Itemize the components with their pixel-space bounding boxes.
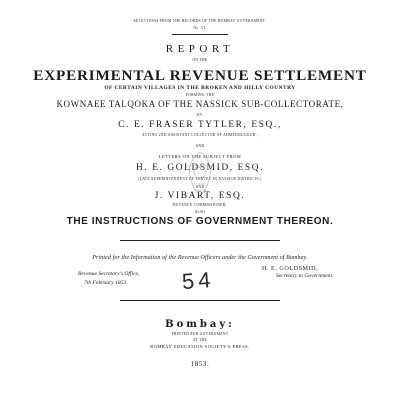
- publication-year: 1853.: [190, 360, 210, 368]
- on-the-text: ON THE: [192, 58, 208, 62]
- printed-for-government: PRINTED FOR GOVERNMENT: [171, 332, 229, 336]
- handwritten-number: 54: [181, 266, 216, 295]
- author-vibart: J. VIBART, ESQ.: [154, 191, 246, 201]
- printed-for-line: Printed for the Information of the Revenue Officers under the Government of Bombay.: [92, 255, 308, 261]
- author-goldsmid: H. E. GOLDSMID, ESQ.: [135, 163, 265, 173]
- author-vibart-role: REVENUE COMMISSIONER;: [173, 203, 227, 207]
- by-text: BY: [197, 113, 203, 117]
- author-tytler-role: ACTING 2ND ASSISTANT COLLECTOR OF AHMEDNUGGUR ;: [141, 133, 259, 137]
- top-divider: [172, 34, 228, 35]
- letters-text: LETTERS ON THE SUBJECT FROM: [158, 154, 242, 159]
- author-tytler: C. E. FRASER TYTLER, ESQ.,: [118, 120, 282, 130]
- author-goldsmid-role: (LATE SUPERINTENDENT OF SURVEY IN NASSICK DISTRICTS,): [138, 177, 262, 181]
- at-the-text: AT THE: [192, 338, 208, 342]
- middle-divider: [120, 240, 280, 241]
- subtitle-villages: OF CERTAIN VILLAGES IN THE BROKEN AND HILLY COUNTRY: [104, 85, 296, 91]
- report-heading: REPORT: [165, 43, 235, 55]
- series-line: SELECTIONS FROM THE RECORDS OF THE BOMBAY GOVERNMENT.: [133, 19, 267, 23]
- and-text-2: AND: [195, 185, 205, 189]
- instructions-line: THE INSTRUCTIONS OF GOVERNMENT THEREON.: [66, 216, 334, 227]
- subtitle-kownaee: KOWNAEE TALQOKA OF THE NASSICK SUB-COLLECTORATE,: [56, 99, 344, 109]
- office-line-1: Revenue Secretary's Office,: [78, 271, 140, 277]
- lower-divider: [120, 300, 280, 301]
- also-text: ALSO: [194, 210, 206, 214]
- subtitle-forming: FORMING THE: [185, 93, 215, 97]
- and-text-1: AND: [195, 144, 205, 148]
- signature-title: Secretary to Government.: [276, 273, 334, 279]
- series-number: No. VI.: [193, 26, 207, 30]
- imprint-city: Bombay:: [165, 319, 235, 330]
- signature-name: H. E. GOLDSMID,: [262, 265, 319, 272]
- main-title: EXPERIMENTAL REVENUE SETTLEMENT: [33, 67, 367, 84]
- office-line-2: 7th February 1853.: [84, 280, 128, 286]
- press-name: BOMBAY EDUCATION SOCIETY'S PRESS.: [150, 344, 250, 349]
